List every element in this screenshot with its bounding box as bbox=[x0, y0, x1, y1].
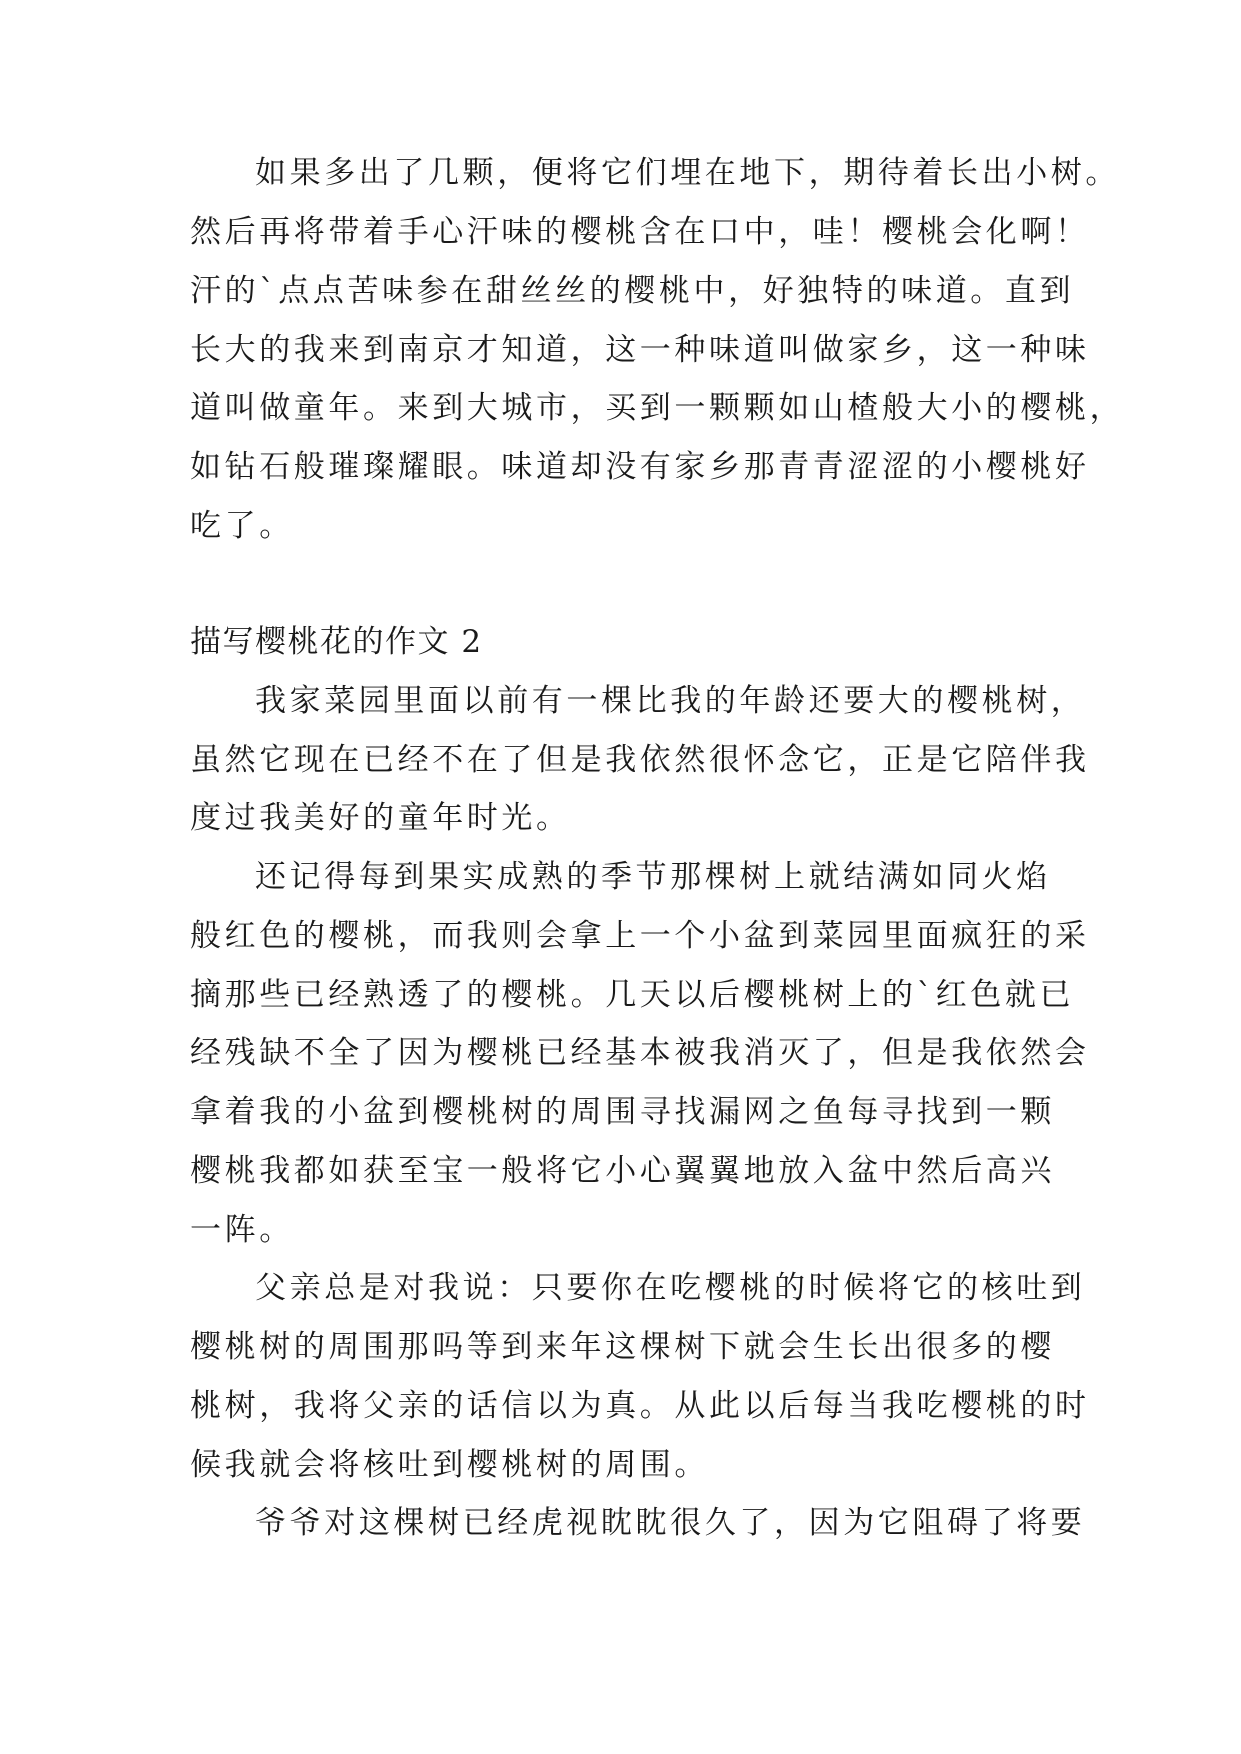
paragraph-line: 爷爷对这棵树已经虎视眈眈很久了，因为它阻碍了将要 bbox=[255, 1505, 1086, 1541]
paragraph-line: 吃了。 bbox=[190, 508, 294, 544]
paragraph-line: 拿着我的小盆到樱桃树的周围寻找漏网之鱼每寻找到一颗 bbox=[190, 1094, 1055, 1130]
paragraph-line: 然后再将带着手心汗味的樱桃含在口中，哇！樱桃会化啊！ bbox=[190, 214, 1090, 250]
paragraph-line: 樱桃我都如获至宝一般将它小心翼翼地放入盆中然后高兴 bbox=[190, 1153, 1055, 1189]
paragraph-line: 我家菜园里面以前有一棵比我的年龄还要大的樱桃树， bbox=[255, 683, 1086, 719]
paragraph-line: 摘那些已经熟透了的樱桃。几天以后樱桃树上的`红色就已 bbox=[190, 977, 1075, 1013]
paragraph-line: 一阵。 bbox=[190, 1212, 294, 1248]
paragraph-line: 虽然它现在已经不在了但是我依然很怀念它，正是它陪伴我 bbox=[190, 742, 1090, 778]
paragraph-line: 般红色的樱桃，而我则会拿上一个小盆到菜园里面疯狂的采 bbox=[190, 918, 1090, 954]
paragraph-line: 道叫做童年。来到大城市，买到一颗颗如山楂般大小的樱桃， bbox=[190, 390, 1125, 426]
paragraph-line: 候我就会将核吐到樱桃树的周围。 bbox=[190, 1447, 709, 1483]
paragraph-line: 桃树，我将父亲的话信以为真。从此以后每当我吃樱桃的时 bbox=[190, 1388, 1090, 1424]
paragraph-line: 父亲总是对我说：只要你在吃樱桃的时候将它的核吐到 bbox=[255, 1270, 1086, 1306]
paragraph-line: 经残缺不全了因为樱桃已经基本被我消灭了，但是我依然会 bbox=[190, 1035, 1090, 1071]
paragraph-line: 樱桃树的周围那吗等到来年这棵树下就会生长出很多的樱 bbox=[190, 1329, 1055, 1365]
paragraph-line: 如钻石般璀璨耀眼。味道却没有家乡那青青涩涩的小樱桃好 bbox=[190, 449, 1090, 485]
paragraph-line: 汗的`点点苦味参在甜丝丝的樱桃中，好独特的味道。直到 bbox=[190, 273, 1075, 309]
paragraph-line: 还记得每到果实成熟的季节那棵树上就结满如同火焰 bbox=[255, 859, 1051, 895]
paragraph-line: 长大的我来到南京才知道，这一种味道叫做家乡，这一种味 bbox=[190, 332, 1090, 368]
paragraph-line: 度过我美好的童年时光。 bbox=[190, 800, 571, 836]
paragraph-line: 如果多出了几颗，便将它们埋在地下，期待着长出小树。 bbox=[255, 155, 1120, 191]
section-heading: 描写樱桃花的作文 2 bbox=[190, 624, 483, 660]
